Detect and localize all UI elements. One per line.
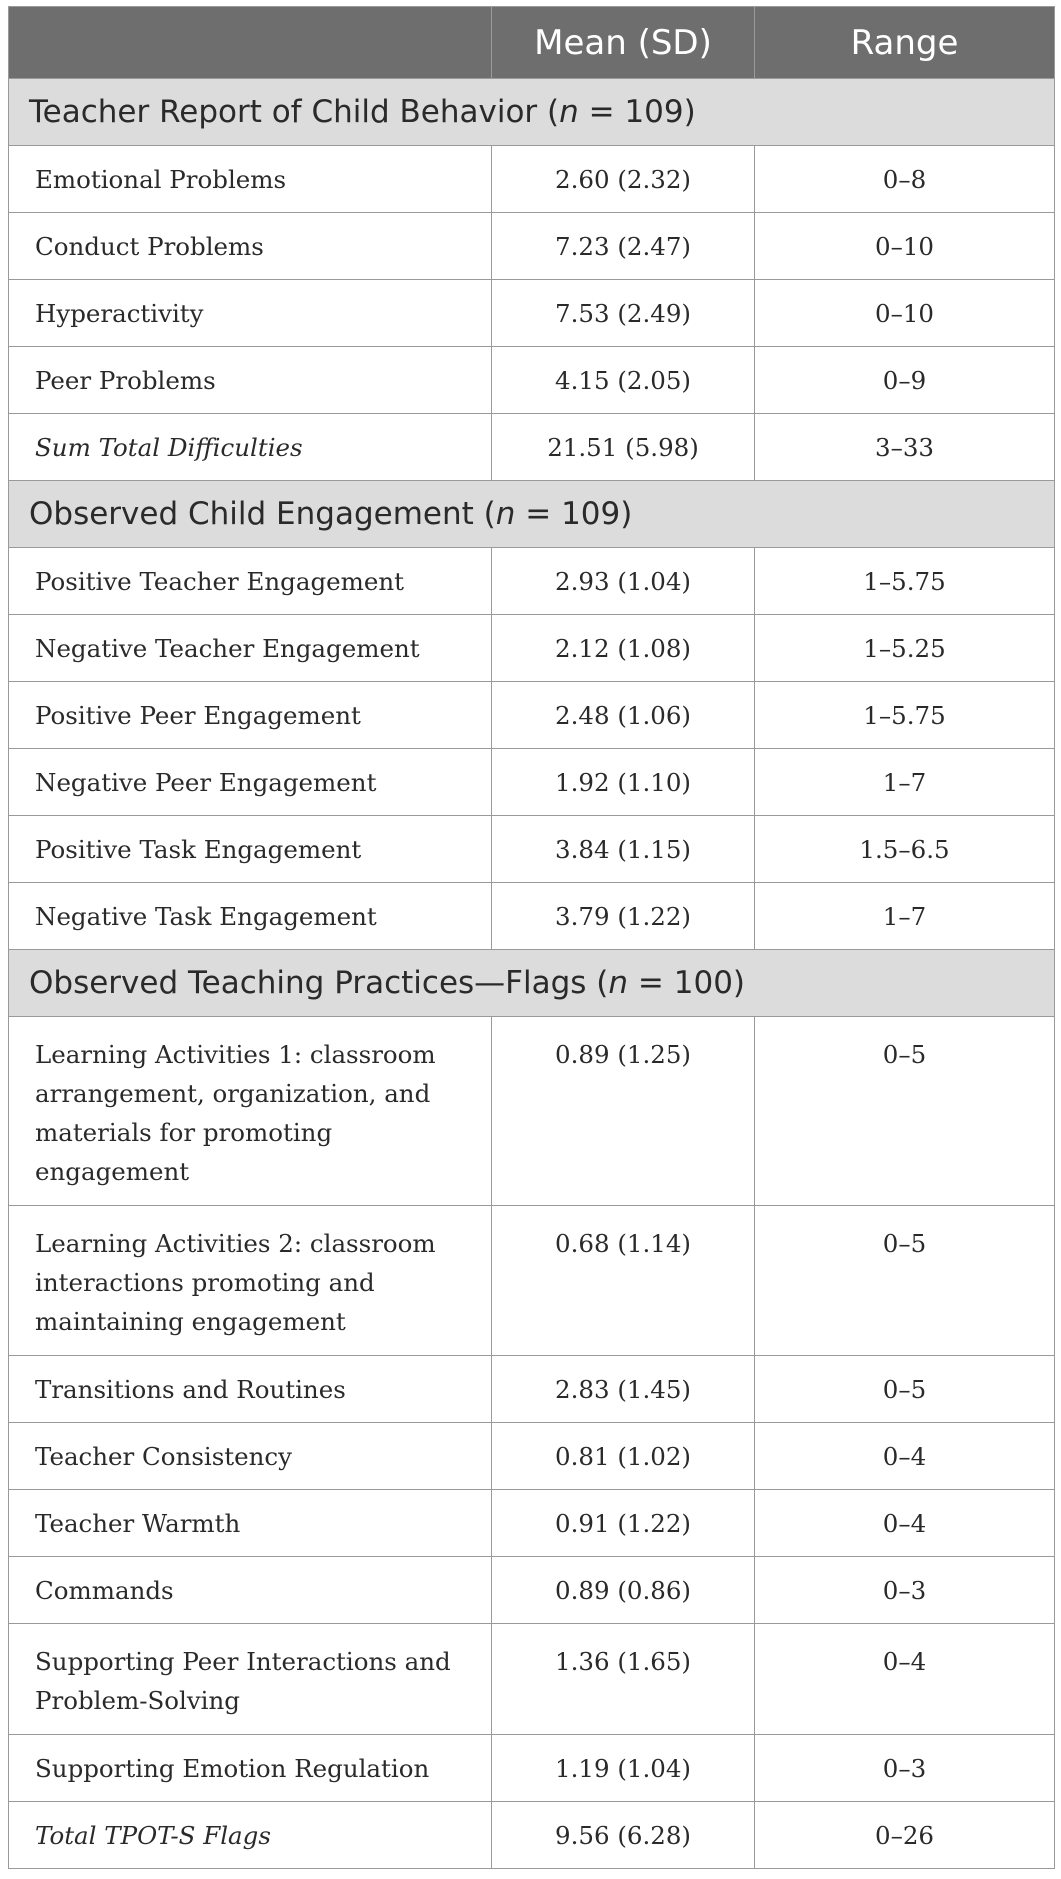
row-range: 0–3 xyxy=(755,1735,1055,1802)
row-label: Negative Peer Engagement xyxy=(9,749,492,816)
row-range: 0–9 xyxy=(755,347,1055,414)
row-label: Learning Activities 1: classroom arrangement, organization, and materials for promoting engagement xyxy=(9,1017,492,1206)
row-mean-sd: 3.79 (1.22) xyxy=(492,883,755,950)
row-label: Negative Teacher Engagement xyxy=(9,615,492,682)
row-range: 0–4 xyxy=(755,1490,1055,1557)
table-body xyxy=(9,79,1055,1869)
row-mean-sd: 1.92 (1.10) xyxy=(492,749,755,816)
row-label: Conduct Problems xyxy=(9,213,492,280)
row-range: 0–10 xyxy=(755,213,1055,280)
section-title: Observed Teaching Practices—Flags (n = 100) xyxy=(9,950,1055,1017)
row-range: 0–10 xyxy=(755,280,1055,347)
row-range: 1–5.75 xyxy=(755,682,1055,749)
row-label: Peer Problems xyxy=(9,347,492,414)
table-row xyxy=(9,1624,1055,1735)
row-mean-sd: 9.56 (6.28) xyxy=(492,1802,755,1869)
section-header xyxy=(9,481,1055,548)
row-range: 0–4 xyxy=(755,1423,1055,1490)
row-label: Teacher Consistency xyxy=(9,1423,492,1490)
row-range: 1–5.25 xyxy=(755,615,1055,682)
table-row xyxy=(9,682,1055,749)
row-label: Sum Total Difficulties xyxy=(9,414,492,481)
header-mean-sd: Mean (SD) xyxy=(492,7,755,79)
row-range: 1–7 xyxy=(755,883,1055,950)
row-mean-sd: 0.81 (1.02) xyxy=(492,1423,755,1490)
row-mean-sd: 0.68 (1.14) xyxy=(492,1206,755,1356)
row-mean-sd: 4.15 (2.05) xyxy=(492,347,755,414)
row-label: Teacher Warmth xyxy=(9,1490,492,1557)
row-range: 0–4 xyxy=(755,1624,1055,1735)
descriptive-stats-table xyxy=(8,6,1055,1869)
row-mean-sd: 7.23 (2.47) xyxy=(492,213,755,280)
row-label: Supporting Emotion Regulation xyxy=(9,1735,492,1802)
row-label: Negative Task Engagement xyxy=(9,883,492,950)
table-row xyxy=(9,1206,1055,1356)
row-label: Learning Activities 2: classroom interactions promoting and maintaining engagement xyxy=(9,1206,492,1356)
row-label: Emotional Problems xyxy=(9,146,492,213)
row-mean-sd: 0.89 (0.86) xyxy=(492,1557,755,1624)
row-mean-sd: 2.48 (1.06) xyxy=(492,682,755,749)
row-mean-sd: 0.91 (1.22) xyxy=(492,1490,755,1557)
row-range: 0–5 xyxy=(755,1356,1055,1423)
row-mean-sd: 1.36 (1.65) xyxy=(492,1624,755,1735)
row-range: 1–7 xyxy=(755,749,1055,816)
table-row xyxy=(9,1356,1055,1423)
table-header-row xyxy=(9,7,1055,79)
row-mean-sd: 1.19 (1.04) xyxy=(492,1735,755,1802)
row-label: Positive Task Engagement xyxy=(9,816,492,883)
row-label: Supporting Peer Interactions and Problem-Solving xyxy=(9,1624,492,1735)
row-label: Positive Teacher Engagement xyxy=(9,548,492,615)
row-label: Commands xyxy=(9,1557,492,1624)
row-mean-sd: 3.84 (1.15) xyxy=(492,816,755,883)
table-row xyxy=(9,146,1055,213)
header-range: Range xyxy=(755,7,1055,79)
table-row xyxy=(9,280,1055,347)
row-range: 1–5.75 xyxy=(755,548,1055,615)
table-row xyxy=(9,347,1055,414)
row-mean-sd: 2.83 (1.45) xyxy=(492,1356,755,1423)
table-row xyxy=(9,1735,1055,1802)
row-mean-sd: 21.51 (5.98) xyxy=(492,414,755,481)
table-row xyxy=(9,213,1055,280)
row-range: 0–3 xyxy=(755,1557,1055,1624)
row-label: Positive Peer Engagement xyxy=(9,682,492,749)
row-range: 0–5 xyxy=(755,1017,1055,1206)
table-row xyxy=(9,816,1055,883)
table-row xyxy=(9,883,1055,950)
row-range: 1.5–6.5 xyxy=(755,816,1055,883)
row-label: Hyperactivity xyxy=(9,280,492,347)
row-mean-sd: 2.93 (1.04) xyxy=(492,548,755,615)
table-row-total xyxy=(9,414,1055,481)
section-title: Observed Child Engagement (n = 109) xyxy=(9,481,1055,548)
row-range: 0–26 xyxy=(755,1802,1055,1869)
header-label-cell xyxy=(9,7,492,79)
table-row xyxy=(9,1423,1055,1490)
row-mean-sd: 7.53 (2.49) xyxy=(492,280,755,347)
table-row xyxy=(9,1017,1055,1206)
table-row xyxy=(9,615,1055,682)
row-label: Total TPOT-S Flags xyxy=(9,1802,492,1869)
table-row xyxy=(9,1490,1055,1557)
row-range: 3–33 xyxy=(755,414,1055,481)
table-row xyxy=(9,749,1055,816)
section-header xyxy=(9,950,1055,1017)
row-range: 0–5 xyxy=(755,1206,1055,1356)
row-range: 0–8 xyxy=(755,146,1055,213)
row-mean-sd: 2.12 (1.08) xyxy=(492,615,755,682)
row-mean-sd: 2.60 (2.32) xyxy=(492,146,755,213)
row-mean-sd: 0.89 (1.25) xyxy=(492,1017,755,1206)
row-label: Transitions and Routines xyxy=(9,1356,492,1423)
table-row xyxy=(9,548,1055,615)
section-header xyxy=(9,79,1055,146)
table-row-total xyxy=(9,1802,1055,1869)
table-row xyxy=(9,1557,1055,1624)
section-title: Teacher Report of Child Behavior (n = 109) xyxy=(9,79,1055,146)
